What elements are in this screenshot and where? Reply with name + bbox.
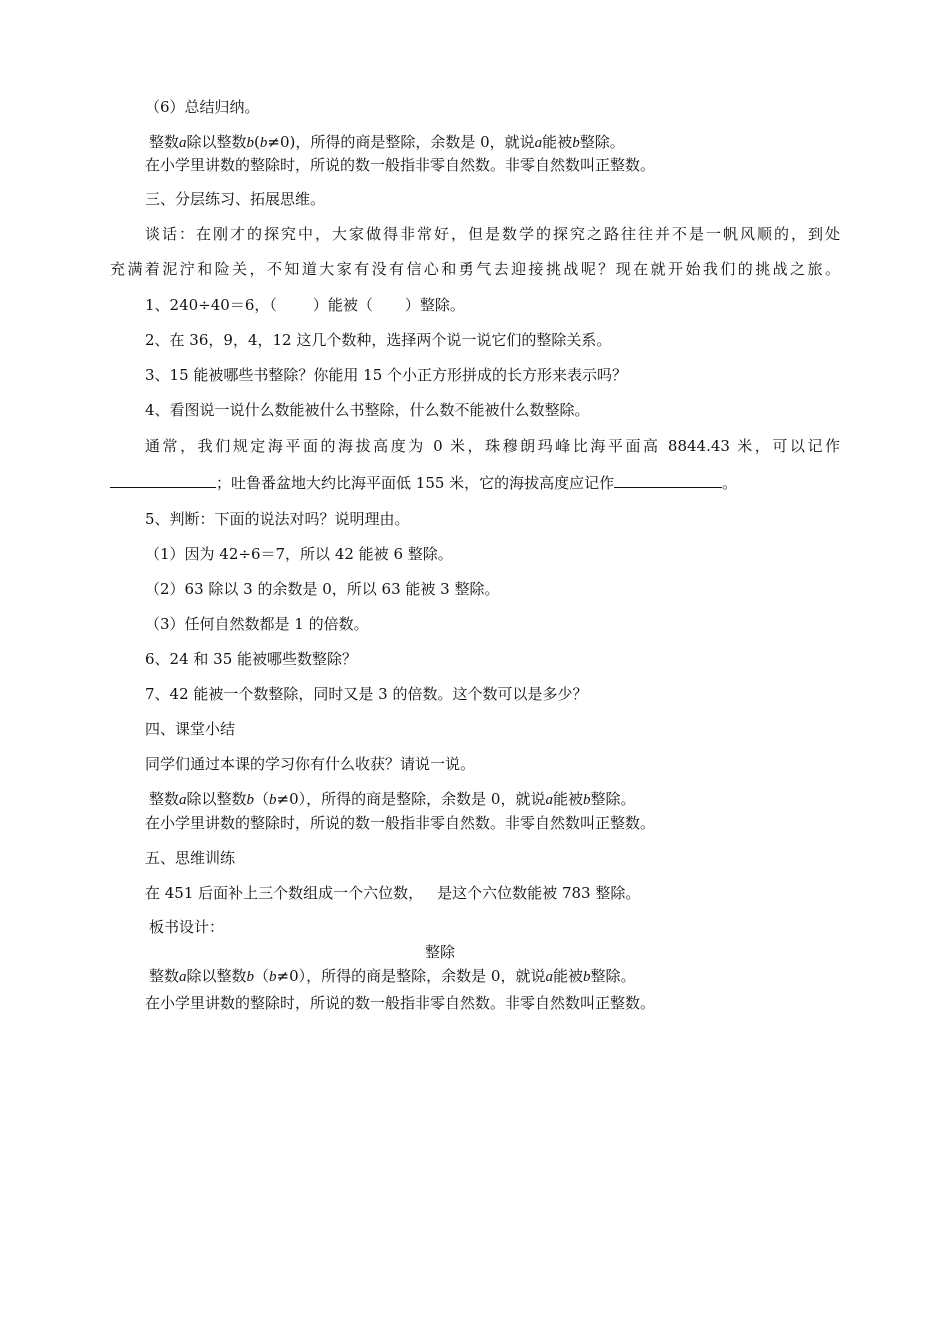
answer-blank-1[interactable] <box>110 473 216 488</box>
section4-heading: 四、课堂小结 <box>145 720 236 738</box>
section5-heading: 五、思维训练 <box>145 849 236 867</box>
talk-line-2: 充满着泥泞和险关，不知道大家有没有信心和勇气去迎接挑战呢？现在就开始我们的挑战之旅。 <box>110 260 840 278</box>
question-7: 7、42 能被一个数整除，同时又是 3 的倍数。这个数可以是多少？ <box>145 685 588 703</box>
question-5: 5、判断：下面的说法对吗？说明理由。 <box>145 510 410 528</box>
question-5-3: （3）任何自然数都是 1 的倍数。 <box>145 615 369 633</box>
summary-definition: 整数a除以整数b(b≠0)，所得的商是整除，余数是 0，就说a能被b整除。 <box>149 133 625 151</box>
question-3: 3、15 能被哪些书整除？你能用 15 个小正方形拼成的长方形来表示吗？ <box>145 366 628 384</box>
sea-level-line-1: 通常，我们规定海平面的海拔高度为 0 米，珠穆朗玛峰比海平面高 8844.43 米，可以记作 <box>145 437 840 455</box>
section4-note: 在小学里讲数的整除时，所说的数一般指非零自然数。非零自然数叫正整数。 <box>145 814 656 832</box>
board-title: 整除 <box>425 943 456 961</box>
summary-note: 在小学里讲数的整除时，所说的数一般指非零自然数。非零自然数叫正整数。 <box>145 156 656 174</box>
answer-blank-2[interactable] <box>614 473 722 488</box>
section4-definition: 整数a除以整数b（b≠0），所得的商是整除，余数是 0，就说a能被b整除。 <box>149 790 636 808</box>
question-5-1: （1）因为 42÷6＝7，所以 42 能被 6 整除。 <box>145 545 453 563</box>
board-definition: 整数a除以整数b（b≠0），所得的商是整除，余数是 0，就说a能被b整除。 <box>149 967 636 985</box>
section3-heading: 三、分层练习、拓展思维。 <box>145 190 326 208</box>
question-1: 1、240÷40＝6，（ ）能被（ ）整除。 <box>145 296 465 314</box>
question-5-2: （2）63 除以 3 的余数是 0，所以 63 能被 3 整除。 <box>145 580 500 598</box>
board-label: 板书设计： <box>149 918 225 936</box>
question-4: 4、看图说一说什么数能被什么书整除，什么数不能被什么数整除。 <box>145 401 590 419</box>
sea-level-line-2: ；吐鲁番盆地大约比海平面低 155 米，它的海拔高度应记作 。 <box>110 473 737 493</box>
summary-heading: （6）总结归纳。 <box>145 98 260 116</box>
board-note: 在小学里讲数的整除时，所说的数一般指非零自然数。非零自然数叫正整数。 <box>145 994 656 1012</box>
section5-task: 在 451 后面补上三个数组成一个六位数， 是这个六位数能被 783 整除。 <box>145 884 641 902</box>
question-2: 2、在 36，9，4，12 这几个数种，选择两个说一说它们的整除关系。 <box>145 331 612 349</box>
talk-line-1: 谈话：在刚才的探究中，大家做得非常好，但是数学的探究之路往往并不是一帆风顺的，到处 <box>145 225 840 243</box>
question-6: 6、24 和 35 能被哪些数整除？ <box>145 650 358 668</box>
section4-prompt: 同学们通过本课的学习你有什么收获？请说一说。 <box>145 755 476 773</box>
